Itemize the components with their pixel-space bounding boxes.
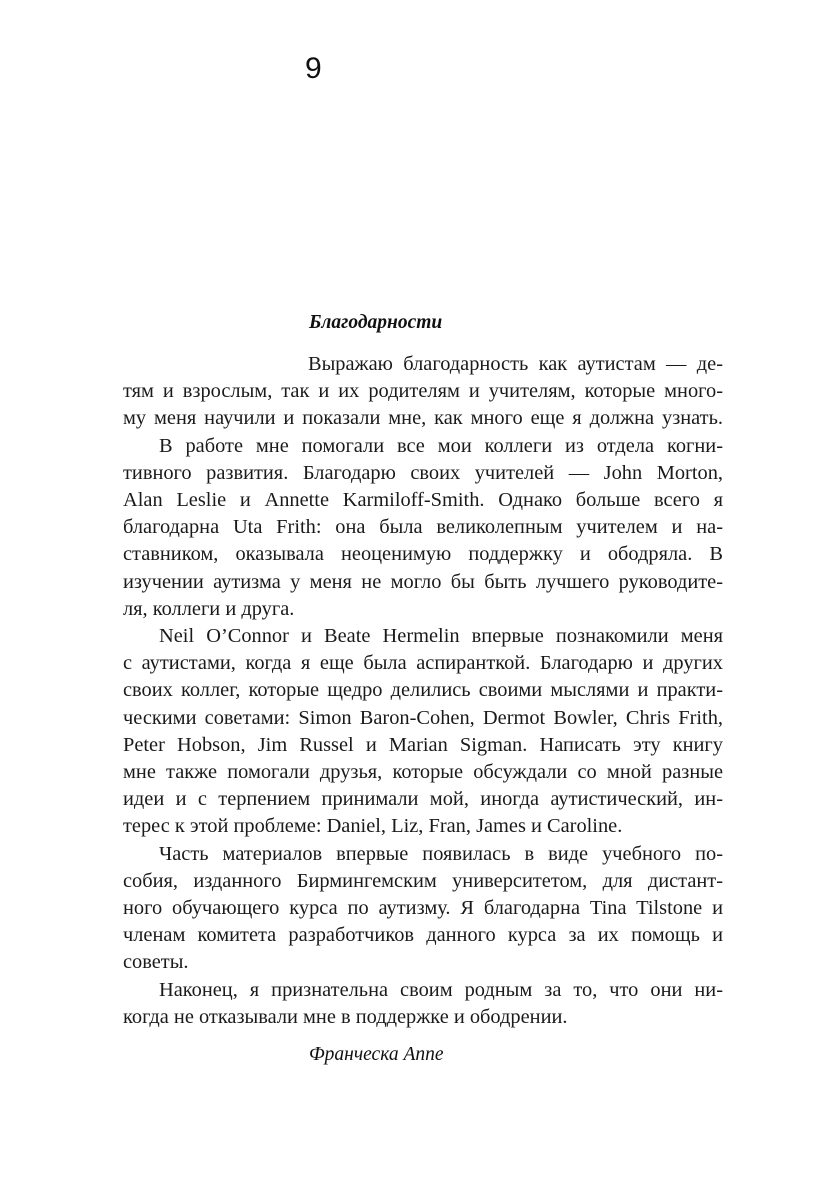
text-line: мне также помогали друзья, которые обсуждали со мной разные [123, 761, 723, 784]
text-line: Наконец, я признательна своим родным за то, что они ни- [159, 978, 723, 1001]
text-line: Выражаю благодарность как аутистам — де- [308, 353, 723, 375]
text-line: благодарна Uta Frith: она была великолепным учителем и на- [123, 516, 723, 539]
acknowledgements-body [123, 351, 723, 1031]
text-line: Peter Hobson, Jim Russel и Marian Sigman. Написать эту книгу [123, 733, 723, 756]
text-line: когда не отказывали мне в поддержке и ободрении. [123, 1005, 568, 1028]
text-line: изучении аутизма у меня не могло бы быть лучшего руководите- [123, 570, 723, 593]
section-title: Благодарности [309, 312, 443, 333]
text-line: В работе мне помогали все мои коллеги из отдела когни- [159, 434, 723, 457]
text-line: тям и взрослым, так и их родителям и учителям, которые много- [123, 380, 723, 403]
author-signature: Франческа Аппе [309, 1044, 444, 1065]
text-line: ческими советами: Simon Baron-Cohen, Dermot Bowler, Chris Frith, [123, 706, 723, 729]
text-line: Alan Leslie и Annette Karmiloff-Smith. Однако больше всего я [123, 489, 723, 512]
text-line: своих коллег, которые щедро делились своими мыслями и практи- [123, 679, 723, 702]
page-number: 9 [305, 52, 322, 85]
text-line: собия, изданного Бирмингемским университетом, для дистант- [123, 869, 723, 892]
text-line: тивного развития. Благодарю своих учителей — John Morton, [123, 461, 723, 484]
text-line: ного обучающего курса по аутизму. Я благодарна Tina Tilstone и [123, 897, 723, 920]
text-line: терес к этой проблеме: Daniel, Liz, Fran, James и Caroline. [123, 815, 623, 838]
text-line: Часть материалов впервые появилась в виде учебного по- [159, 842, 723, 865]
text-line: идеи и с терпением принимали мой, иногда аутистический, ин- [123, 788, 723, 811]
text-line: с аутистами, когда я еще была аспиранткой. Благодарю и других [123, 652, 723, 675]
text-line: ставником, оказывала неоценимую поддержку и ободряла. В [123, 543, 723, 566]
text-line: му меня научили и показали мне, как много еще я должна узнать. [123, 407, 723, 430]
text-line: членам комитета разработчиков данного курса за их помощь и [123, 924, 723, 947]
text-line: советы. [123, 951, 189, 974]
text-line: Neil O’Connor и Beate Hermelin впервые познакомили меня [159, 625, 723, 648]
text-line: ля, коллеги и друга. [123, 597, 295, 620]
